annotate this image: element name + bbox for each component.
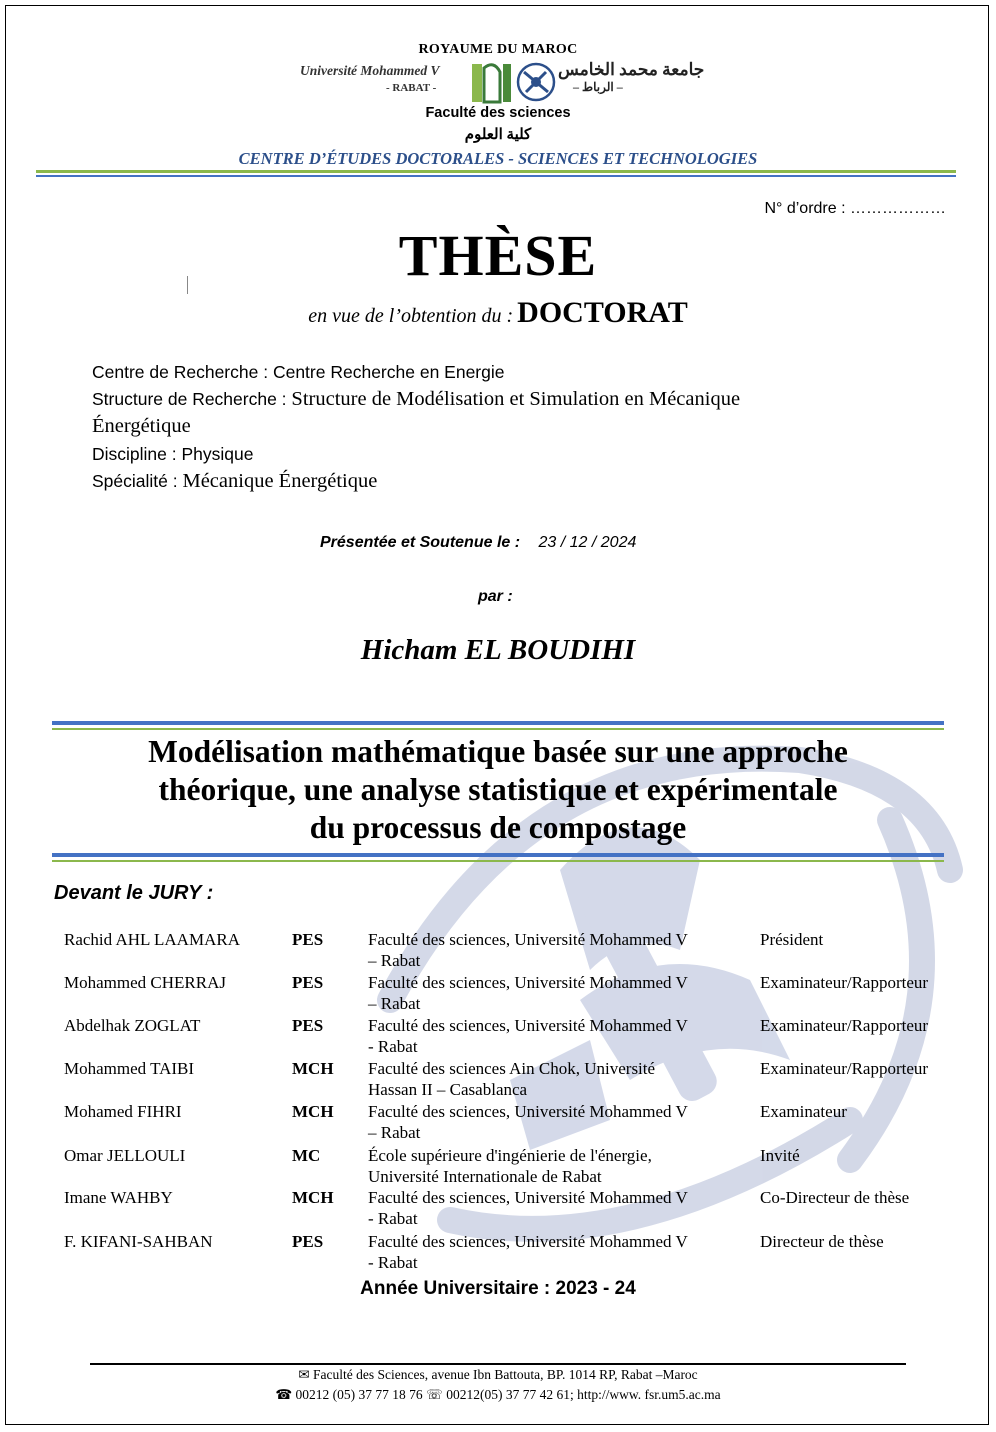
info-structure-label: Structure de Recherche :	[92, 389, 287, 409]
jury-role: Examinateur/Rapporteur	[760, 1059, 929, 1078]
info-specialite-value: Mécanique Énergétique	[182, 470, 378, 492]
ordre-number	[764, 200, 946, 218]
jury-role: Président	[760, 930, 824, 949]
jury-heading: Devant le JURY :	[54, 882, 214, 904]
info-discipline-value: Physique	[181, 444, 254, 464]
header-divider-blue	[36, 175, 956, 177]
soutenance-label: Présentée et Soutenue le :	[320, 534, 521, 551]
par-label: par :	[478, 588, 513, 605]
obtention-line	[0, 296, 996, 330]
jury-name: Omar JELLOULI	[64, 1146, 186, 1165]
jury-role: Invité	[760, 1146, 800, 1165]
jury-row	[0, 972, 996, 1015]
info-centre-label: Centre de Recherche :	[92, 362, 269, 382]
jury-institution	[368, 972, 742, 1014]
jury-row	[0, 1145, 996, 1188]
footer-address: ✉ Faculté des Sciences, avenue Ibn Battouta, BP. 1014 RP, Rabat –Maroc	[298, 1367, 698, 1382]
jury-grade: PES	[292, 973, 324, 992]
title-divider-top-blue	[52, 721, 944, 725]
info-structure-value: Structure de Modélisation et Simulation en Mécanique	[291, 388, 741, 410]
header-kingdom: ROYAUME DU MAROC	[418, 42, 578, 57]
jury-role: Co-Directeur de thèse	[760, 1188, 910, 1207]
jury-institution-line-1: Faculté des sciences, Université Mohammed V	[368, 1232, 688, 1251]
jury-institution-line-1: École supérieure d'ingénierie de l'énergie,	[368, 1146, 652, 1165]
header-university-ar: جامعة محمد الخامس	[558, 60, 705, 79]
jury-name: Rachid AHL LAAMARA	[64, 930, 240, 949]
jury-institution	[368, 1231, 742, 1273]
jury-institution	[368, 1058, 742, 1100]
header-rabat-fr: - RABAT -	[386, 82, 437, 94]
header-faculty-ar: كلية العلوم	[464, 127, 532, 143]
jury-name: Mohamed FIHRI	[64, 1102, 182, 1121]
jury-grade: PES	[292, 1232, 324, 1251]
header-centre: CENTRE D’ÉTUDES DOCTORALES - SCIENCES ET TECHNOLOGIES	[238, 149, 758, 168]
jury-name: Mohammed TAIBI	[64, 1059, 195, 1078]
jury-name: Abdelhak ZOGLAT	[64, 1016, 201, 1035]
ordre-label: N° d’ordre :	[764, 200, 846, 217]
info-structure-cont	[92, 415, 191, 438]
jury-row	[0, 1058, 996, 1101]
footer-contact: ☎ 00212 (05) 37 77 18 76 ☏ 00212(05) 37 77 42 61; http://www. fsr.um5.ac.ma	[275, 1387, 721, 1402]
jury-institution	[368, 1145, 742, 1187]
jury-grade: MC	[292, 1146, 321, 1165]
jury-institution-line-2: - Rabat	[368, 1037, 418, 1056]
jury-institution	[368, 1101, 742, 1143]
jury-role: Directeur de thèse	[760, 1232, 884, 1251]
jury-institution-line-1: Faculté des sciences, Université Mohammed V	[368, 1016, 688, 1035]
title-divider-top-green	[52, 728, 944, 730]
jury-name: Imane WAHBY	[64, 1188, 173, 1207]
header-rabat-ar: – الرباط –	[573, 80, 623, 94]
soutenance-date: 23 / 12 / 2024	[538, 534, 637, 551]
jury-institution-line-1: Faculté des sciences, Université Mohammed V	[368, 973, 688, 992]
thesis-title-line-1: Modélisation mathématique basée sur une approche	[148, 734, 848, 769]
jury-grade: MCH	[292, 1059, 334, 1078]
jury-institution	[368, 1015, 742, 1057]
jury-institution-line-2: Hassan II – Casablanca	[368, 1080, 528, 1099]
jury-institution-line-2: – Rabat	[368, 1123, 421, 1142]
academic-year: Année Universitaire : 2023 - 24	[360, 1278, 636, 1299]
jury-institution-line-2: Université Internationale de Rabat	[368, 1167, 602, 1186]
info-specialite	[92, 470, 377, 493]
jury-name: F. KIFANI-SAHBAN	[64, 1232, 213, 1251]
jury-grade: MCH	[292, 1102, 334, 1121]
header-university-fr: Université Mohammed V	[300, 63, 440, 78]
info-structure-value-cont: Énergétique	[92, 415, 191, 437]
thesis-title-line-3: du processus de compostage	[309, 810, 687, 845]
info-specialite-label: Spécialité :	[92, 471, 178, 491]
jury-institution-line-2: - Rabat	[368, 1209, 418, 1228]
jury-institution-line-1: Faculté des sciences, Université Mohammed V	[368, 1188, 688, 1207]
thesis-title	[50, 733, 946, 847]
jury-row	[0, 929, 996, 972]
jury-institution-line-2: – Rabat	[368, 951, 421, 970]
jury-role: Examinateur/Rapporteur	[760, 1016, 929, 1035]
thesis-title-line-2: théorique, une analyse statistique et expérimentale	[158, 772, 838, 807]
jury-institution-line-1: Faculté des sciences, Université Mohammed V	[368, 1102, 688, 1121]
jury-row	[0, 1101, 996, 1144]
jury-row	[0, 1187, 996, 1230]
jury-institution	[368, 929, 742, 971]
jury-role: Examinateur/Rapporteur	[760, 973, 929, 992]
jury-institution	[368, 1187, 742, 1229]
header-faculty-fr: Faculté des sciences	[425, 105, 571, 121]
header-divider-green	[36, 170, 956, 173]
jury-grade: PES	[292, 930, 324, 949]
info-structure	[92, 388, 740, 411]
footer-divider	[90, 1363, 906, 1365]
soutenance	[320, 534, 636, 552]
jury-institution-line-2: - Rabat	[368, 1253, 418, 1272]
title-divider-bottom-green	[52, 860, 944, 862]
degree-label: DOCTORAT	[517, 296, 688, 329]
info-centre-value: Centre Recherche en Energie	[272, 362, 505, 382]
jury-name: Mohammed CHERRAJ	[64, 973, 226, 992]
jury-grade: MCH	[292, 1188, 334, 1207]
jury-row	[0, 1231, 996, 1274]
obtention-label: en vue de l’obtention du :	[308, 305, 514, 327]
jury-institution-line-1: Faculté des sciences, Université Mohammed V	[368, 930, 688, 949]
ordre-value: ………………	[850, 200, 946, 217]
jury-institution-line-1: Faculté des sciences Ain Chok, Université	[368, 1059, 656, 1078]
jury-role: Examinateur	[760, 1102, 847, 1121]
text-cursor	[187, 276, 188, 294]
author-name: Hicham EL BOUDIHI	[360, 634, 636, 666]
jury-institution-line-2: – Rabat	[368, 994, 421, 1013]
info-discipline	[92, 444, 254, 465]
jury-row	[0, 1015, 996, 1058]
these-title: THÈSE	[398, 223, 598, 288]
info-discipline-label: Discipline :	[92, 444, 177, 464]
info-centre	[92, 362, 504, 383]
university-logo-icon	[470, 58, 562, 106]
title-divider-bottom-blue	[52, 853, 944, 857]
jury-grade: PES	[292, 1016, 324, 1035]
